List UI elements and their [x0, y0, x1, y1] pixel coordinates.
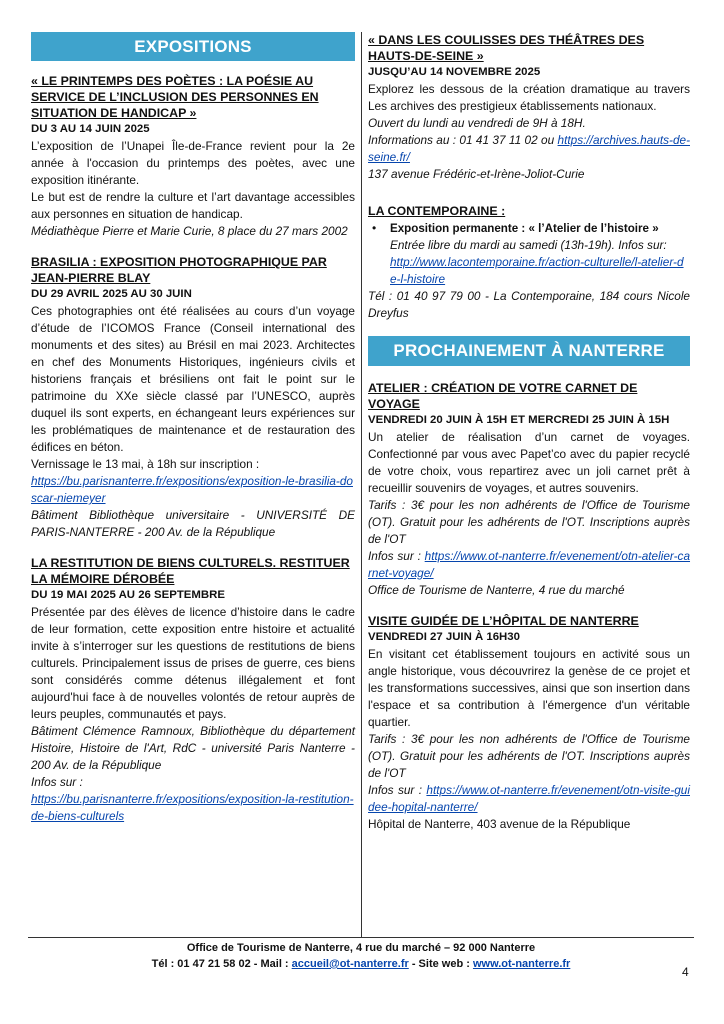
section-place: Hôpital de Nanterre, 403 avenue de la République: [368, 817, 631, 831]
section-place: Médiathèque Pierre et Marie Curie, 8 place du 27 mars 2002: [31, 224, 348, 238]
section-place: 137 avenue Frédéric-et-Irène-Joliot-Curie: [368, 167, 585, 181]
section-text: Présentée par des élèves de licence d’histoire dans le cadre de leur formation, cette exposition entre histoire et actualité invite à s’interroger sur les questions de restitutions de biens culturels. Principalement issus de prises de guerre, ces biens sont considérés comme détenus illégalement et font aujourd'hui face à de nouvelles volontés de retour auprès de leurs peuples, communautés et pays.: [31, 605, 355, 721]
section-place: Bâtiment Bibliothèque universitaire - UNIVERSITÉ DE PARIS-NANTERRE - 200 Av. de la République: [31, 508, 355, 539]
list-item: [390, 221, 690, 288]
section-hours: Ouvert du lundi au vendredi de 9H à 18H.: [368, 116, 586, 130]
footer-mail-link[interactable]: accueil@ot-nanterre.fr: [291, 958, 409, 970]
section-date: DU 3 AU 14 JUIN 2025: [31, 123, 150, 135]
section-info: Informations au : 01 41 37 11 02 ou: [368, 133, 555, 147]
section-info: Infos sur :: [31, 775, 83, 789]
footer: [28, 940, 694, 972]
section-title: LA CONTEMPORAINE :: [368, 204, 506, 218]
section-atelier-carnet: [368, 380, 690, 599]
footer-web-link[interactable]: www.ot-nanterre.fr: [472, 958, 571, 970]
footer-address: Office de Tourisme de Nanterre, 4 rue du marché – 92 000 Nanterre: [186, 942, 536, 954]
atelier-link[interactable]: https://www.ot-nanterre.fr/evenement/otn-atelier-carnet-voyage/: [368, 549, 691, 580]
item-title: • Exposition permanente : « l’Atelier de l’histoire »: [390, 222, 659, 235]
section-text: Vernissage le 13 mai, à 18h sur inscription :: [31, 457, 260, 471]
prochainement-banner: PROCHAINEMENT À NANTERRE: [368, 336, 690, 366]
section-title: VISITE GUIDÉE DE L’HÔPITAL DE NANTERRE: [368, 614, 639, 628]
footer-web-label: - Site web :: [411, 958, 470, 970]
section-brasilia: [31, 254, 355, 541]
section-title: ATELIER : CRÉATION DE VOTRE CARNET DE VOYAGE: [368, 381, 638, 411]
item-text: Entrée libre du mardi au samedi (13h-19h). Infos sur:: [390, 238, 667, 252]
section-restitution: [31, 555, 355, 825]
section-printemps-poetes: [31, 73, 355, 240]
footer-divider: [28, 937, 694, 938]
section-date: VENDREDI 20 JUIN À 15H ET MERCREDI 25 JUIN À 15H: [368, 414, 670, 426]
contemporaine-link[interactable]: http://www.lacontemporaine.fr/action-culturelle/l-atelier-de-l-histoire: [390, 255, 684, 286]
section-text: L’exposition de l’Unapei Île-de-France revient pour la 2e année à l'occasion du printemps des poètes, avec une exposition itinérante.: [31, 139, 355, 187]
section-text: Un atelier de réalisation d’un carnet de voyages. Confectionné par vous avec Papet’co avec du papier recyclé de votre choix, vous repartirez avec un joli carnet prêt à recueillir souvenirs de voyages, et autres souvenirs.: [368, 430, 690, 495]
section-visite-hopital: [368, 613, 690, 833]
restitution-link[interactable]: https://bu.parisnanterre.fr/expositions/exposition-la-restitution-de-biens-culturels: [31, 792, 354, 823]
section-title: « LE PRINTEMPS DES POÈTES : LA POÉSIE AU SERVICE DE L’INCLUSION DES PERSONNES EN SITUATION DE HANDICAP »: [31, 74, 319, 120]
section-info: Infos sur :: [368, 549, 421, 563]
section-place: Bâtiment Clémence Ramnoux, Bibliothèque du département Histoire, Histoire de l'Art, RdC - université Paris Nanterre - 200 Av. de la République: [31, 724, 355, 772]
section-contemporaine: [368, 203, 690, 322]
visite-link[interactable]: https://www.ot-nanterre.fr/evenement/otn-visite-guidee-hopital-nanterre/: [368, 783, 690, 814]
section-date: DU 19 MAI 2025 AU 26 SEPTEMBRE: [31, 589, 225, 601]
section-tarifs: Tarifs : 3€ pour les non adhérents de l'Office de Tourisme (OT). Gratuit pour les adhérents de l'OT. Inscriptions auprès de l'OT: [368, 732, 690, 780]
section-title: « DANS LES COULISSES DES THÉÂTRES DES HAUTS-DE-SEINE »: [368, 33, 645, 63]
brasilia-link[interactable]: https://bu.parisnanterre.fr/expositions/exposition-le-brasilia-doscar-niemeyer: [31, 474, 353, 505]
section-text: Explorez les dessous de la création dramatique au travers Les archives des prestigieux établissements nationaux.: [368, 82, 690, 113]
section-text: En visitant cet établissement toujours en activité sous un angle historique, vous découvrirez la genèse de ce projet et les transformations successives, ainsi que son insertion dans l'espace et sa contribution à l'émergence d'un véritable quartier.: [368, 647, 690, 729]
footer-tel: Tél : 01 47 21 58 02 - Mail :: [151, 958, 289, 970]
section-date: VENDREDI 27 JUIN À 16H30: [368, 631, 520, 643]
section-place: Office de Tourisme de Nanterre, 4 rue du marché: [368, 583, 625, 597]
section-title: BRASILIA : EXPOSITION PHOTOGRAPHIQUE PAR JEAN-PIERRE BLAY: [31, 255, 327, 285]
archives-link[interactable]: https://archives.hauts-de-seine.fr/: [368, 133, 690, 164]
page-number: 4: [682, 965, 689, 979]
section-coulisses-theatres: [368, 32, 690, 183]
section-date: DU 29 AVRIL 2025 AU 30 JUIN: [31, 288, 192, 300]
section-tarifs: Tarifs : 3€ pour les non adhérents de l'Office de Tourisme (OT). Gratuit pour les adhérents de l'OT. Inscriptions auprès de l'OT: [368, 498, 690, 546]
footer-contact: [28, 956, 694, 972]
section-title: LA RESTITUTION DE BIENS CULTURELS. RESTITUER LA MÉMOIRE DÉROBÉE: [31, 556, 350, 586]
left-column: [31, 32, 355, 839]
section-text: Ces photographies ont été réalisées au cours d’un voyage d’étude de l’ICOMOS France (Conseil international des monuments et des sites) au Brésil en mai 2023. Architectes en chef des Monuments Historiques, ingénieurs civils et historiens français et brésiliens ont fait le point sur le patrimoine du XXe siècle classé par l’UNESCO, auprès duquel ils sont experts, en échangeant leurs expériences sur les problématiques de maintenance et de restauration des édifices en béton.: [31, 304, 355, 454]
section-date: JUSQU’AU 14 NOVEMBRE 2025: [368, 66, 541, 78]
section-info: Infos sur :: [368, 783, 423, 797]
expositions-banner: EXPOSITIONS: [31, 32, 355, 61]
column-divider: [361, 32, 362, 937]
section-text: Le but est de rendre la culture et l’art davantage accessibles aux personnes en situation de handicap.: [31, 190, 355, 221]
section-contact: Tél : 01 40 97 79 00 - La Contemporaine, 184 cours Nicole Dreyfus: [368, 289, 690, 320]
right-column: [368, 32, 690, 847]
